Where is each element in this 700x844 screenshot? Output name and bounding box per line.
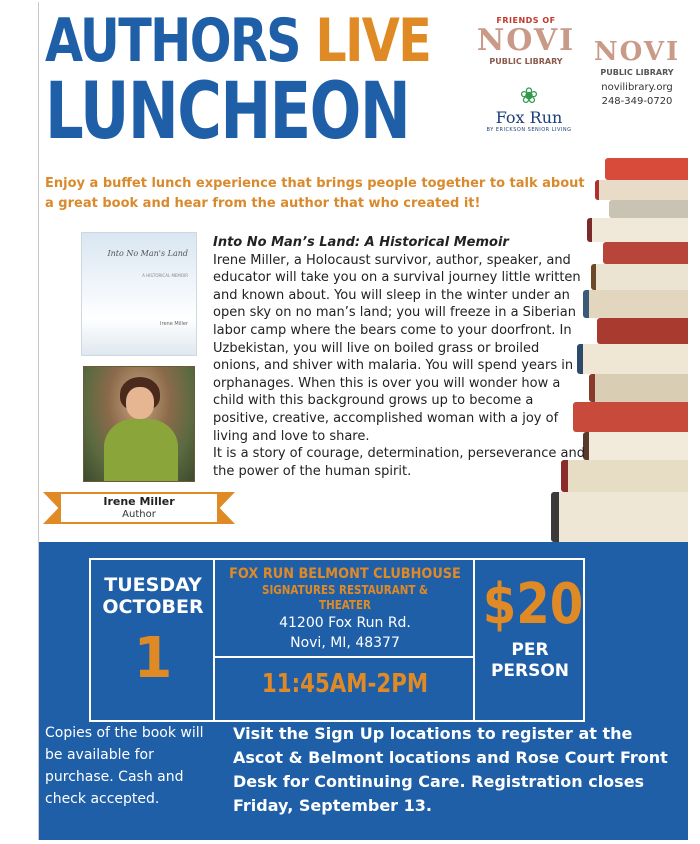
friends-library-label: PUBLIC LIBRARY [489, 57, 563, 66]
venue-restaurant: SIGNATURES RESTAURANT & THEATER [262, 583, 428, 612]
fox-run-logo [469, 86, 589, 133]
price-per: PER [511, 640, 549, 660]
novi-wordmark: NOVI [593, 37, 681, 67]
friends-novi-wordmark: NOVI [476, 23, 576, 58]
book-description [213, 234, 589, 480]
author-photo [83, 366, 195, 482]
price-amount: $20 [482, 572, 584, 637]
event-day-number: 1 [133, 626, 173, 691]
author-role: Author [122, 509, 156, 520]
event-price [475, 570, 585, 682]
page-title [45, 6, 515, 157]
title-luncheon: LUNCHEON [45, 67, 410, 157]
novi-phone: 248-349-0720 [601, 96, 673, 107]
friends-of-label: FRIENDS OF [496, 16, 556, 25]
venue-name: FOX RUN BELMONT CLUBHOUSE [229, 566, 461, 582]
book-description-text: Irene Miller, a Holocaust survivor, author, speaker, and educator will take you on a survival journey little written and known about. You will sleep in the winter under an open sky on no man’s land; you will freeze in a Siberian labor camp where the bears come to your doorfront. In Uzbekistan, you will live on boiled grass or broiled onions, and shiver with malaria. You will spend years in orphanages. When this is over you will wonder how a child with this background grows up to become a positive, creative, accomplished woman with a joy of living and love to share. [213, 252, 581, 444]
price-person: PERSON [490, 661, 570, 681]
cover-subtitle: A HISTORICAL MEMOIR [142, 273, 188, 278]
title-authors: AUTHORS [45, 6, 300, 76]
fox-run-name: Fox Run [495, 108, 563, 127]
book-cover-image [81, 232, 197, 356]
flyer [38, 2, 688, 840]
event-venue [217, 566, 473, 653]
novi-library-label: PUBLIC LIBRARY [600, 68, 674, 77]
signup-instructions: Visit the Sign Up locations to register at the Ascot & Belmont locations and Rose Court Front Desk for Continuing Care. Registration closes Friday, September 13. [233, 724, 668, 815]
book-description-closing: It is a story of courage, determination, perseverance and the power of the human spirit. [213, 446, 585, 479]
intro-text: Enjoy a buffet lunch experience that brings people together to talk about a great book and hear from the author that who created it! [45, 176, 585, 211]
venue-city: Novi, MI, 48377 [290, 635, 400, 651]
title-live: LIVE [315, 6, 431, 76]
event-details-panel [39, 542, 688, 840]
event-info-box [89, 558, 585, 722]
author-nameplate [43, 492, 235, 524]
event-weekday: TUESDAY [104, 574, 202, 596]
novi-url: novilibrary.org [601, 82, 673, 93]
novi-library-logo [587, 36, 687, 109]
event-time: 11:45AM-2PM [261, 669, 429, 699]
fox-run-subtitle: BY ERICKSON SENIOR LIVING [486, 127, 572, 133]
book-copies-note: Copies of the book will be available for purchase. Cash and check accepted. [45, 725, 204, 807]
event-month: OCTOBER [102, 596, 204, 618]
venue-street: 41200 Fox Run Rd. [279, 615, 411, 631]
cover-title: Into No Man's Land [107, 249, 188, 258]
cover-author: Irene Miller [160, 321, 188, 327]
author-name: Irene Miller [103, 495, 175, 508]
leaf-icon: ❀ [519, 84, 539, 109]
book-title: Into No Man’s Land: A Historical Memoir [213, 235, 509, 250]
friends-of-novi-logo [471, 16, 581, 66]
